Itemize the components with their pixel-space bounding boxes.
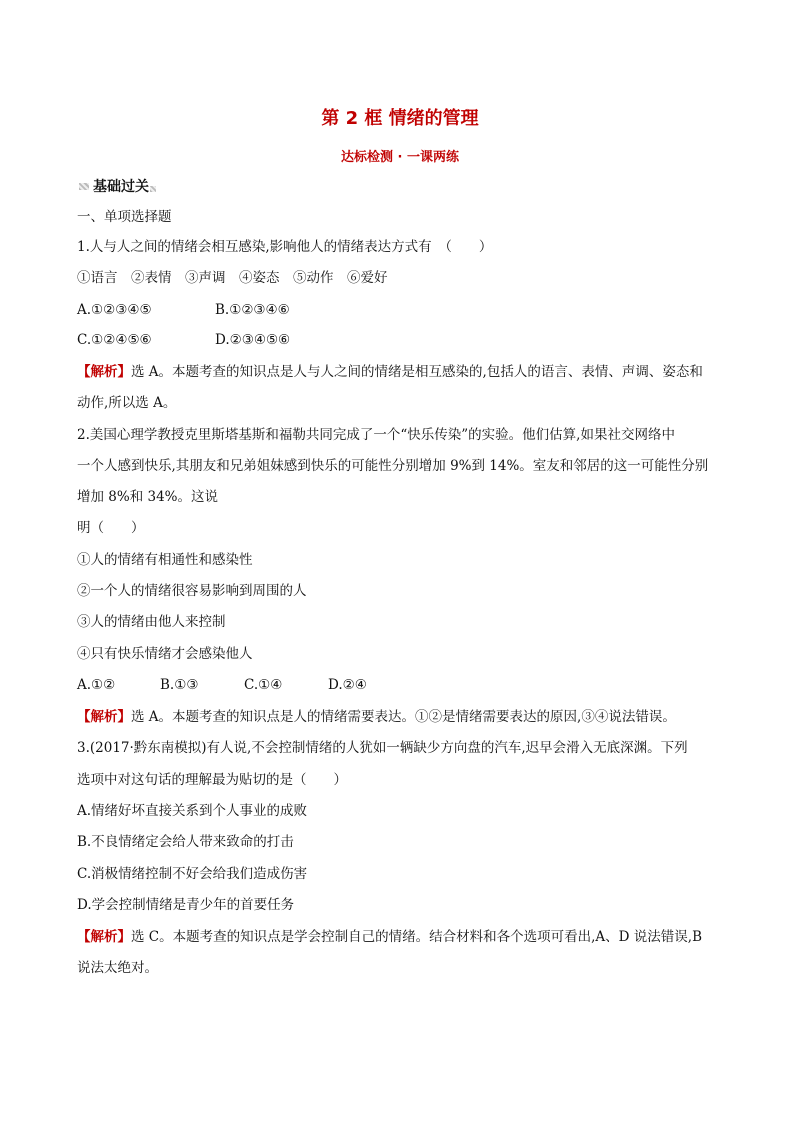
section-tail-icon <box>150 186 156 192</box>
section-heading <box>77 176 156 196</box>
q2-stem-line1: 2.美国心理学教授克里斯塔基斯和福勒共同完成了一个“快乐传染”的实验。他们估算,如果社交网络中 <box>77 427 675 443</box>
q2-answer-line1 <box>77 707 676 727</box>
q2-stem-line3: 增加 8%和 34%。这说 <box>77 489 219 505</box>
q1-options-row1 <box>77 300 290 320</box>
q3-option-d: D.学会控制情绪是青少年的首要任务 <box>77 897 295 913</box>
q2-option-b: B.①③ <box>160 677 199 693</box>
q1-option-c: C.①②④⑤⑥ <box>77 332 152 348</box>
q3-answer-line2: 说法太绝对。 <box>77 960 158 976</box>
q1-stem: 1.人与人之间的情绪会相互感染,影响他人的情绪表达方式有 （ ） <box>77 239 493 255</box>
section-marker-icon <box>77 180 91 192</box>
q3-answer-line1 <box>77 927 702 947</box>
q2-stem-line4: 明（ ） <box>77 520 145 536</box>
q2-stem-line2: 一个人感到快乐,其朋友和兄弟姐妹感到快乐的可能性分别增加 9%到 14%。室友和邻居的这一可能性分别 <box>77 458 709 474</box>
q2-item: ①人的情绪有相通性和感染性 <box>77 552 253 568</box>
q3-answer-tag: 【解析】 <box>77 929 131 945</box>
lesson-subtitle: 达标检测 · 一课两练 <box>341 150 459 165</box>
q2-answer-text1: 选 A。本题考查的知识点是人的情绪需要表达。①②是情绪需要表达的原因,③④说法错误。 <box>131 709 676 725</box>
q1-answer-text1: 选 A。本题考查的知识点是人与人之间的情绪是相互感染的,包括人的语言、表情、声调、姿态和 <box>131 364 703 380</box>
q2-option-c: C.①④ <box>244 677 283 693</box>
q2-option-d: D.②④ <box>328 677 367 693</box>
q1-options-row2 <box>77 330 290 350</box>
q2-item: ④只有快乐情绪才会感染他人 <box>77 646 253 662</box>
q1-answer-tag: 【解析】 <box>77 364 131 380</box>
q3-option-c: C.消极情绪控制不好会给我们造成伤害 <box>77 866 308 882</box>
q1-answer-line2: 动作,所以选 A。 <box>77 395 177 411</box>
q2-item: ③人的情绪由他人来控制 <box>77 614 226 630</box>
q1-items: ①语言 ②表情 ③声调 ④姿态 ⑤动作 ⑥爱好 <box>77 270 388 286</box>
q1-answer-line1 <box>77 362 703 382</box>
q3-stem-line2: 选项中对这句话的理解最为贴切的是（ ） <box>77 772 347 788</box>
q3-option-a: A.情绪好坏直接关系到个人事业的成败 <box>77 803 308 819</box>
q2-options-row <box>77 675 367 695</box>
q3-option-b: B.不良情绪定会给人带来致命的打击 <box>77 834 294 850</box>
q2-item: ②一个人的情绪很容易影响到周围的人 <box>77 583 307 599</box>
q2-answer-tag: 【解析】 <box>77 709 131 725</box>
q3-answer-text1: 选 C。本题考查的知识点是学会控制自己的情绪。结合材料和各个选项可看出,A、D 说法错误,B <box>131 929 702 945</box>
part-heading: 一、单项选择题 <box>77 209 172 225</box>
lesson-title: 第 2 框 情绪的管理 <box>321 108 479 129</box>
q1-option-d: D.②③④⑤⑥ <box>215 332 291 348</box>
q2-option-a: A.①② <box>77 677 116 693</box>
q1-option-b: B.①②③④⑥ <box>215 302 290 318</box>
q3-stem-line1: 3.(2017·黔东南模拟)有人说,不会控制情绪的人犹如一辆缺少方向盘的汽车,迟早会滑入无底深渊。下列 <box>77 740 688 756</box>
section-heading-text: 基础过关 <box>93 179 149 195</box>
q1-option-a: A.①②③④⑤ <box>77 302 152 318</box>
